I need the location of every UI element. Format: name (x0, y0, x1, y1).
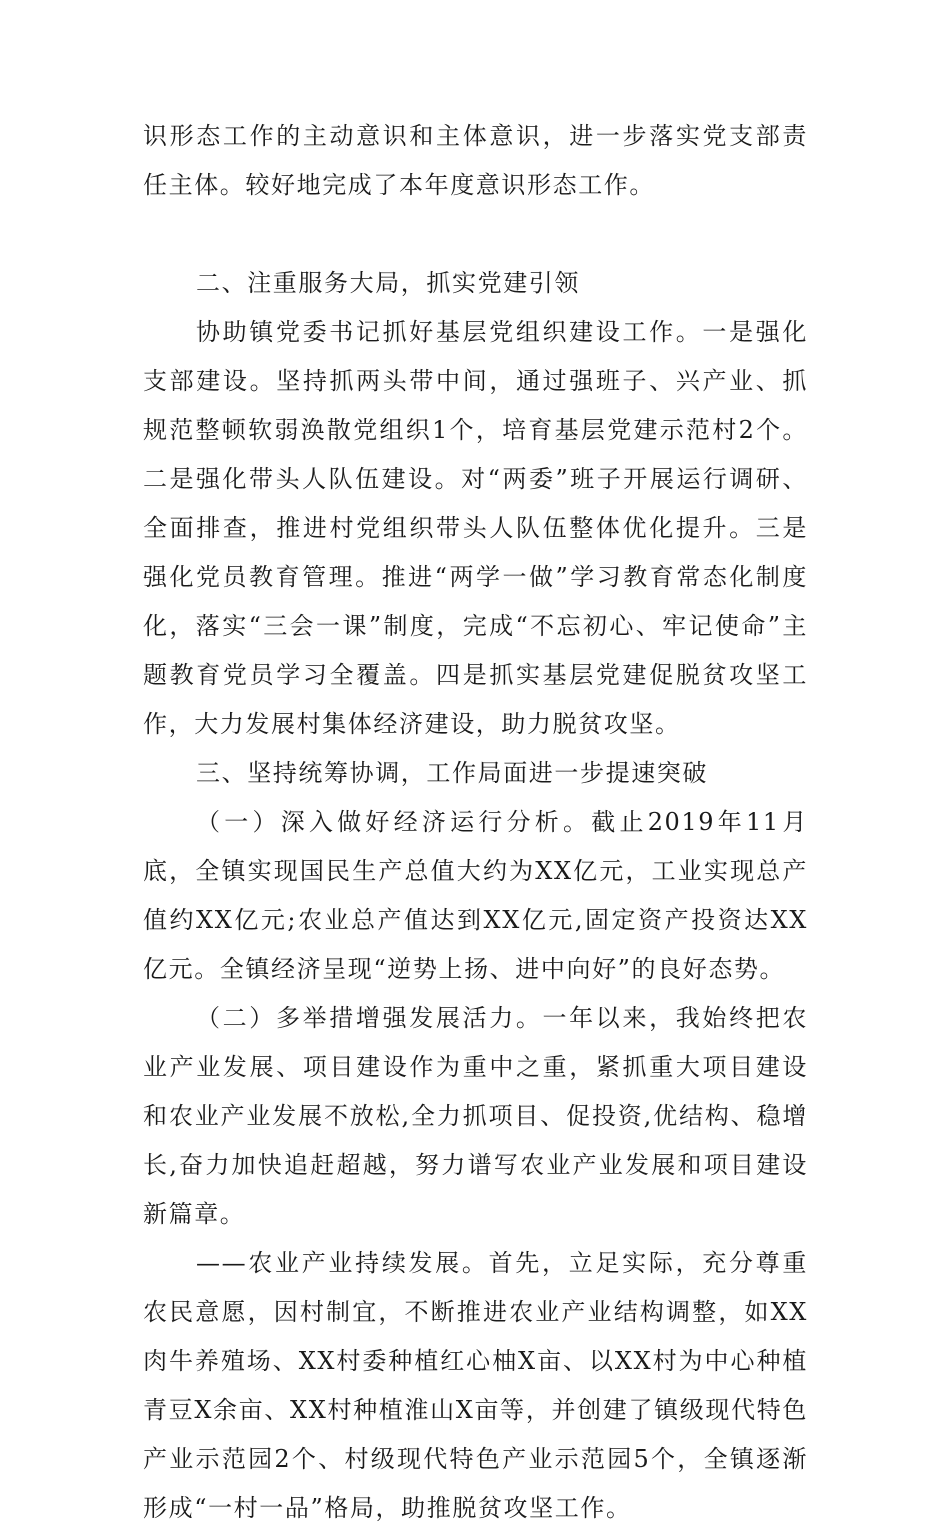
paragraph-party-building: 协助镇党委书记抓好基层党组织建设工作。一是强化支部建设。坚持抓两头带中间，通过强班子、兴产业、抓规范整顿软弱涣散党组织1个，培育基层党建示范村2个。二是强化带头人队伍建设。对“两委”班子开展运行调研、全面排查，推进村党组织带头人队伍整体优化提升。三是强化党员教育管理。推进“两学一做”学习教育常态化制度化，落实“三会一课”制度，完成“不忘初心、牢记使命”主题教育党员学习全覆盖。四是抓实基层党建促脱贫攻坚工作，大力发展村集体经济建设，助力脱贫攻坚。 (143, 318, 808, 738)
section-heading-2: 二、注重服务大局，抓实党建引领 (196, 269, 580, 297)
paragraph-gap (143, 210, 808, 259)
document-body (143, 112, 808, 1533)
paragraph-economic-analysis: （一）深入做好经济运行分析。截止2019年11月底，全镇实现国民生产总值大约为XX亿元，工业实现总产值约XX亿元;农业总产值达到XX亿元,固定资产投资达XX亿元。全镇经济呈现“逆势上扬、进中向好”的良好态势。 (143, 808, 808, 983)
paragraph-continuation: 识形态工作的主动意识和主体意识，进一步落实党支部责任主体。较好地完成了本年度意识形态工作。 (143, 122, 808, 199)
paragraph-development-vitality: （二）多举措增强发展活力。一年以来，我始终把农业产业发展、项目建设作为重中之重，紧抓重大项目建设和农业产业发展不放松,全力抓项目、促投资,优结构、稳增长,奋力加快追赶超越，努力谱写农业产业发展和项目建设新篇章。 (143, 1004, 808, 1228)
section-heading-3: 三、坚持统筹协调，工作局面进一步提速突破 (196, 759, 708, 787)
paragraph-agriculture: ——农业产业持续发展。首先，立足实际，充分尊重农民意愿，因村制宜，不断推进农业产业结构调整，如XX肉牛养殖场、XX村委种植红心柚X亩、以XX村为中心种植青豆X余亩、XX村种植淮山X亩等，并创建了镇级现代特色产业示范园2个、村级现代特色产业示范园5个，全镇逐渐形成“一村一品”格局，助推脱贫攻坚工作。 (143, 1249, 808, 1522)
